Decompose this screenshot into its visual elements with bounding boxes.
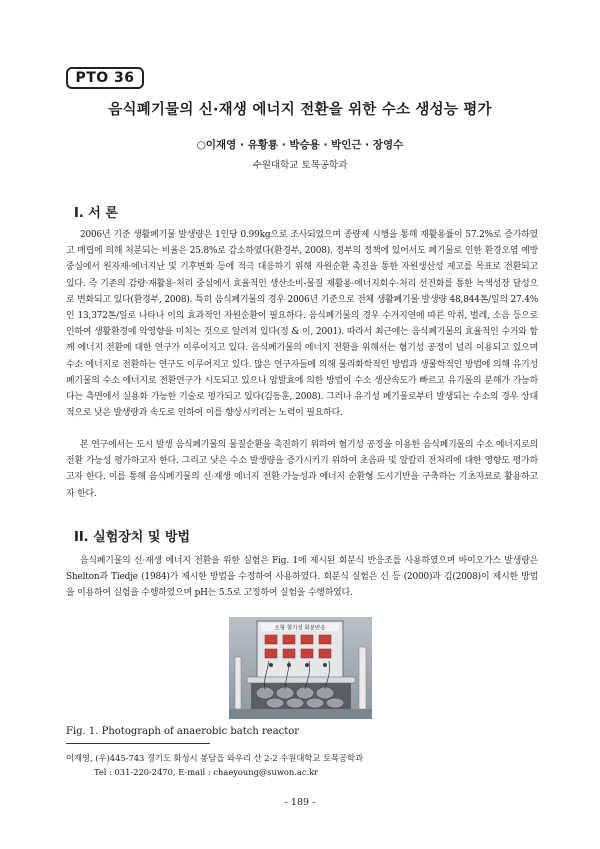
paper-title: 음식폐기물의 신·재생 에너지 전환을 위한 수소 생성능 평가	[108, 102, 492, 118]
intro-paragraph-2: 본 연구에서는 도시 발생 음식폐기물의 물질순환을 촉진하기 위하여 혐기성 공정을 이용한 음식폐기물의 수소 에너지로의 전환 가능성 평가하고자 한다. 그리고 낮은 수소 발생량을 증가시키기 위하여 초음파 및 알칼리 전처리에 대한 영향도 평가하고자 한다. 이를 통해 음식폐기물의 신·재생 에너지 전환 가능성과 에너지 순환형 도시기반을 구축하는 기초자료로 활용하고자 한다.	[66, 440, 538, 499]
footnote-address: 이재영, (우)445-743 경기도 화성시 봉담읍 와우리 산 2-2 수원대학교 토목공학과	[66, 753, 364, 763]
author-list: ○이재영 · 유황룡 · 박승용 · 박인근 · 장영수	[196, 139, 404, 151]
reactor-illustration	[229, 617, 372, 719]
footnote-contact: Tel : 031-220-2470, E-mail : chaeyoung@suwon.ac.kr	[94, 767, 319, 777]
panel-label: 소형 혐기성 회분반응	[274, 625, 326, 632]
figure-caption: Fig. 1. Photograph of anaerobic batch reactor	[66, 726, 300, 737]
affiliation: 수원대학교 토목공학과	[252, 160, 348, 171]
methods-paragraph-1: 음식폐기물의 신·재생 에너지 전환을 위한 실험은 Fig. 1에 제시된 회분식 반응조를 사용하였으며 바이오가스 발생량은 Shelton과 Tiedje (1984)가 제시한 방법을 수정하여 사용하였다. 회분식 실험은 신 등 (2000)과 김(2008)이 제시한 방법을 이용하여 실험을 수행하였으며 pH는 5.5로 고정하여 실험을 수행하였다.	[66, 556, 538, 599]
section-heading-methods: II. 실험장치 및 방법	[74, 530, 191, 545]
reactor-photograph	[229, 617, 372, 719]
page-number: - 189 -	[284, 797, 316, 808]
section-heading-introduction: I. 서 론	[74, 206, 118, 221]
intro-paragraph-1: 2006년 기준 생활폐기물 발생량은 1인당 0.99kg으로 조사되었으며 종량제 시행을 통해 재활용률이 57.2%로 증가하였고 매립에 의해 처분되는 비율은 25.8%로 감소하였다(환경부, 2008). 정부의 정책에 있어서도 폐기물로 인한 환경오염 예방중심에서 원자재·에너지난 및 기후변화 등에 적극 대응하기 위해 자원순환 촉진을 통한 자원생산성 제고를 목표로 전환되고 있다. 즉 기존의 감량·재활용·처리 중심에서 효율적인 생산소비-물질 재활용·에너지회수·처리 선진화를 통한 녹색성장 달성으로 변화되고 있다(환경부, 2008). 특히 음식폐기물의 경우 2006년 기준으로 전체 생활폐기물 발생량 48,844톤/일의 27.4%인 13,372톤/일로 나타나 이의 효과적인 자원순환이 필요하다. 음식폐기물의 경우 수거지연에 따른 악취, 벌레, 소음 등으로 인하여 생활환경에 악영향을 미치는 것으로 알려져 있다(정 & 이, 2001). 따라서 최근에는 음식폐기물의 효율적인 수거와 함께 에너지 전환에 대한 연구가 이루어지고 있다. 음식폐기물의 에너지 전환을 위해서는 혐기성 공정이 널리 이용되고 있으며 수소 에너지로 전환하는 연구도 이루어지고 있다. 많은 연구자들에 의해 물리화학적인 방법과 생물학적인 방법에 의해 유기성 폐기물의 수소 에너지로 전환연구가 시도되고 있으나 암발효에 의한 방법이 수소 생산속도가 빠르고 유기물의 분해가 가능하다는 측면에서 실용화 가능한 기술로 평가되고 있다(김동훈, 2008). 그러나 유기성 폐기물로부터 발생되는 수소의 경우 상대적으로 낮은 발생량과 속도로 인하여 이를 향상시키려는 노력이 필요하다.	[66, 230, 538, 419]
footnote-divider	[66, 743, 210, 744]
session-badge: PTO 36	[66, 67, 144, 89]
